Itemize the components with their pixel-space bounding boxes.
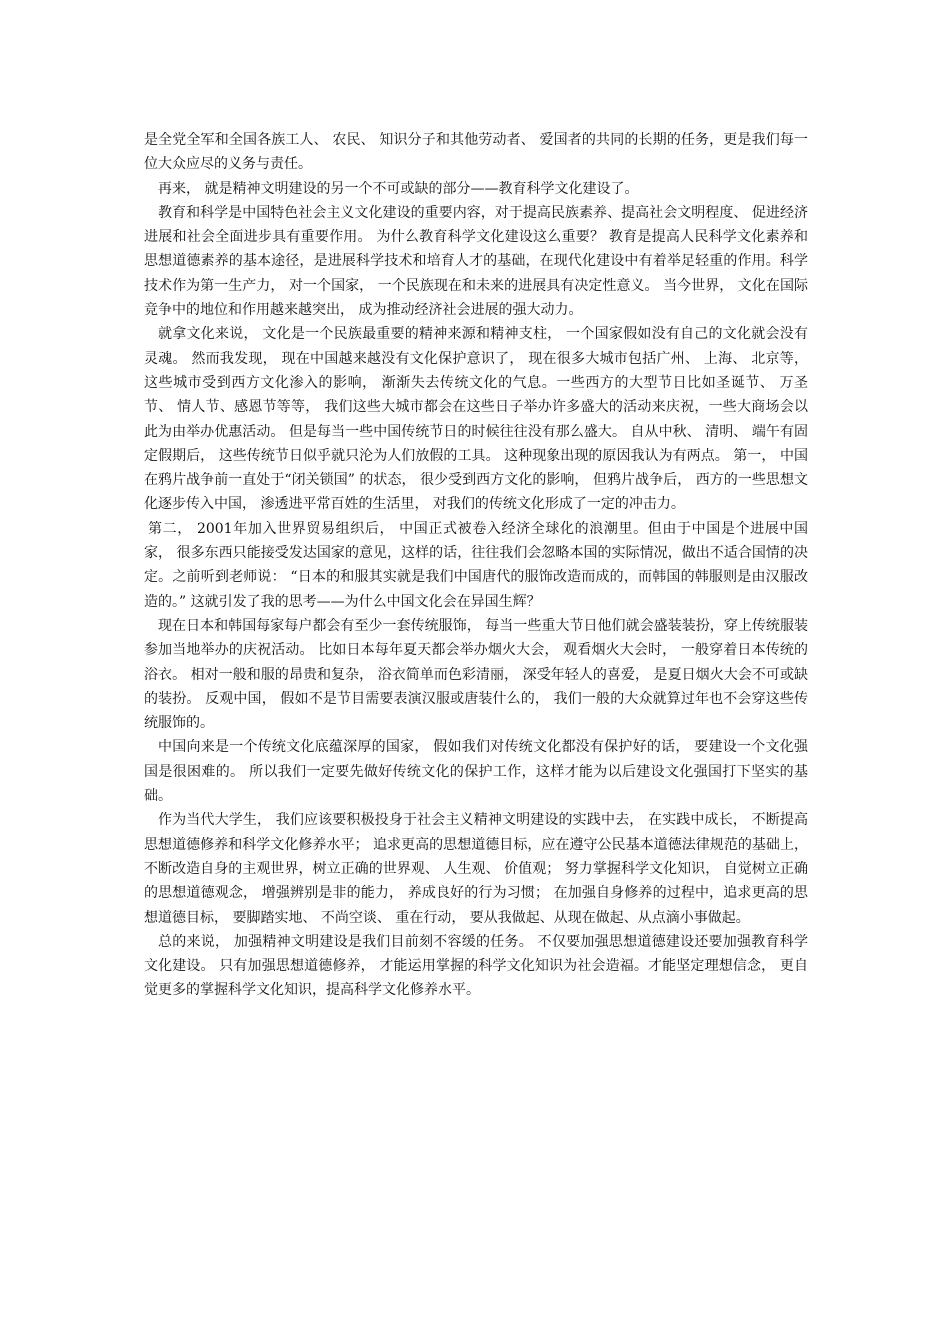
paragraph-5: 第二， 2001年加入世界贸易组织后， 中国正式被卷入经济全球化的浪潮里。但由于中国是个进展中国家， 很多东西只能接受发达国家的意见，这样的话，往往我们会忽略本国的实际情况，做出不适合国情的决定。之前听到老师说： “日本的和服其实就是我们中国唐代的服饰改造而成的，而韩国的韩服则是由汉服改造的。” 这就引发了我的思考——为什么中国文化会在异国生辉？ [144,520,808,610]
paragraph-2: 再来， 就是精神文明建设的另一个不可或缺的部分——教育科学文化建设了。 [158,180,639,197]
paragraph-1: 是全党全军和全国各族工人、 农民、 知识分子和其他劳动者、 爱国者的共同的长期的任务，更是我们每一位大众应尽的义务与责任。 [144,132,808,173]
document-body [144,128,808,1003]
paragraph-4: 就拿文化来说， 文化是一个民族最重要的精神来源和精神支柱， 一个国家假如没有自己的文化就会没有灵魂。 然而我发现， 现在中国越来越没有文化保护意识了， 现在很多大城市包括广州、 上海、 北京等， 这些城市受到西方文化渗入的影响， 渐渐失去传统文化的气息。一些西方的大型节日比如圣诞节、 万圣节、 情人节、感恩节等等， 我们这些大城市都会在这些日子举办许多盛大的活动来庆祝，一些大商场会以此为由举办优惠活动。 但是每当一些中国传统节日的时候往往没有那么盛大。 自从中秋、 清明、 端午有固定假期后， 这些传统节日似乎就只沦为人们放假的工具。 这种现象出现的原因我认为有两点。 第一， 中国在鸦片战争前一直处于“闭关锁国” 的状态， 很少受到西方文化的影响， 但鸦片战争后， 西方的一些思想文化逐步传入中国， 渗透进平常百姓的生活里， 对我们的传统文化形成了一定的冲击力。 [144,326,808,513]
paragraph-6: 现在日本和韩国每家每户都会有至少一套传统服饰， 每当一些重大节日他们就会盛装装扮，穿上传统服装参加当地举办的庆祝活动。 比如日本每年夏天都会举办烟火大会， 观看烟火大会时， 一般穿着日本传统的浴衣。 相对一般和服的昂贵和复杂， 浴衣简单而色彩清丽， 深受年轻人的喜爱， 是夏日烟火大会不可或缺的装扮。 反观中国， 假如不是节目需要表演汉服或唐装什么的， 我们一般的大众就算过年也不会穿这些传统服饰的。 [144,617,808,732]
paragraph-8: 作为当代大学生， 我们应该要积极投身于社会主义精神文明建设的实践中去， 在实践中成长， 不断提高思想道德修养和科学文化修养水平； 追求更高的思想道德目标，应在遵守公民基本道德法律规范的基础上，不断改造自身的主观世界，树立正确的世界观、 人生观、 价值观； 努力掌握科学文化知识， 自觉树立正确的思想道德观念， 增强辨别是非的能力， 养成良好的行为习惯； 在加强自身修养的过程中，追求更高的思想道德目标， 要脚踏实地、 不尚空谈、 重在行动， 要从我做起、从现在做起、从点滴小事做起。 [144,812,808,926]
paragraph-3: 教育和科学是中国特色社会主义文化建设的重要内容，对于提高民族素养、提高社会文明程度、 促进经济进展和社会全面进步具有重要作用。 为什么教育科学文化建设这么重要？ 教育是提高人民科学文化素养和思想道德素养的基本途径，是进展科学技术和培育人才的基础，在现代化建设中有着举足轻重的作用。科学技术作为第一生产力， 对一个国家， 一个民族现在和未来的进展具有决定性意义。 当今世界， 文化在国际竞争中的地位和作用越来越突出， 成为推动经济社会进展的强大动力。 [144,204,808,319]
paragraph-9: 总的来说， 加强精神文明建设是我们目前刻不容缓的任务。 不仅要加强思想道德建设还要加强教育科学文化建设。 只有加强思想道德修养， 才能运用掌握的科学文化知识为社会造福。才能坚定理想信念， 更自觉更多的掌握科学文化知识，提高科学文化修养水平。 [144,933,808,999]
paragraph-7: 中国向来是一个传统文化底蕴深厚的国家， 假如我们对传统文化都没有保护好的话， 要建设一个文化强国是很困难的。 所以我们一定要先做好传统文化的保护工作，这样才能为以后建设文化强国打下坚实的基础。 [144,739,808,805]
